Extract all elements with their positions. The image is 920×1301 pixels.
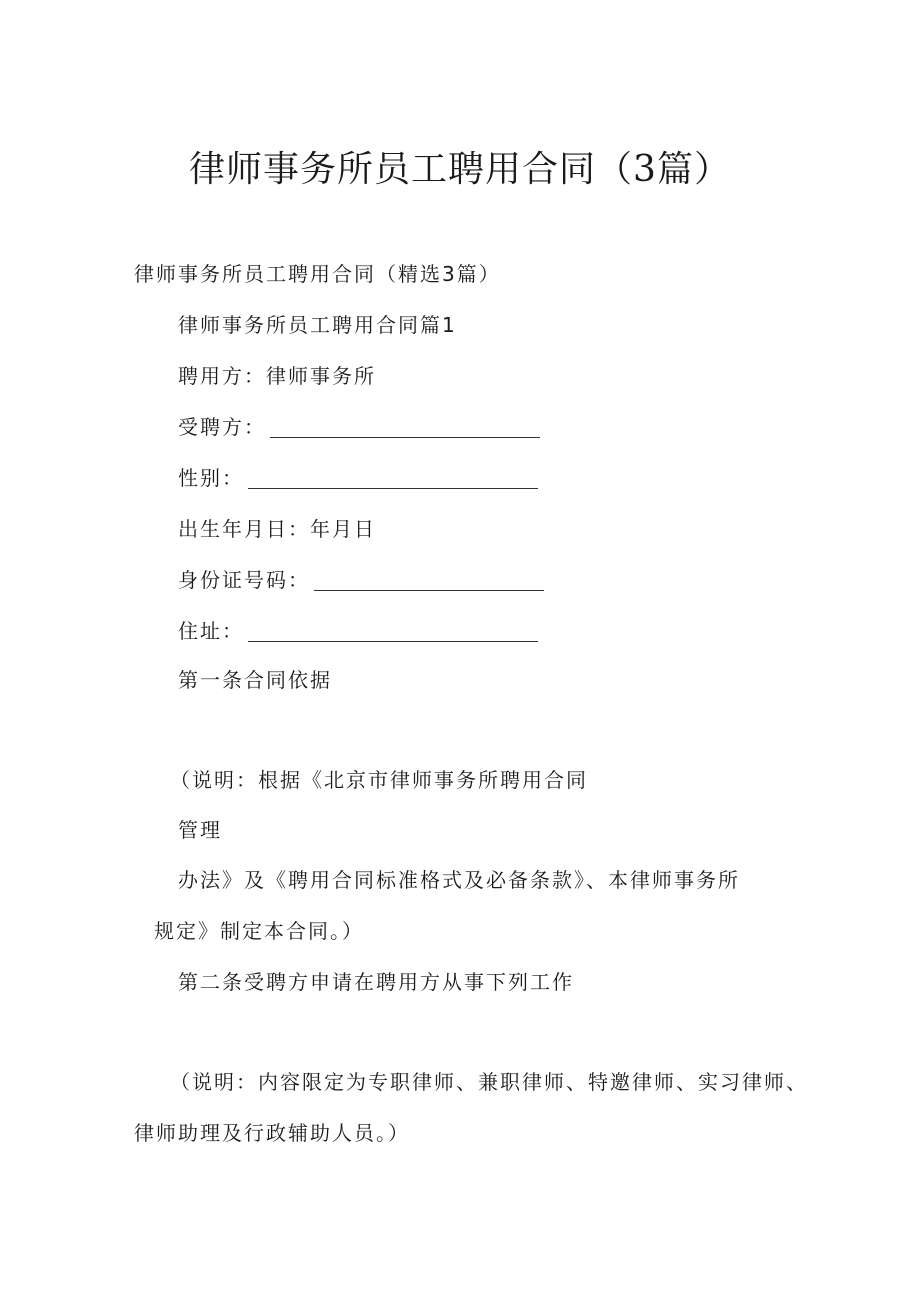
- id-label: 身份证号码：: [178, 568, 310, 592]
- gender-label: 性别：: [178, 466, 244, 490]
- article-1-title: 第一条合同依据: [178, 668, 332, 692]
- section-heading: 律师事务所员工聘用合同篇1: [178, 313, 457, 337]
- address-label: 住址：: [178, 619, 244, 643]
- intro-line: 律师事务所员工聘用合同（精选3篇）: [134, 262, 501, 286]
- article-2-title: 第二条受聘方申请在聘用方从事下列工作: [178, 970, 574, 994]
- note-1-line-1: （说明：根据《北京市律师事务所聘用合同: [170, 768, 588, 792]
- note-2-line-1: （说明：内容限定为专职律师、兼职律师、特邀律师、实习律师、: [170, 1070, 808, 1094]
- employer-line: 聘用方：律师事务所: [178, 364, 376, 388]
- id-field: [178, 568, 544, 592]
- id-blank: [314, 572, 544, 591]
- birth-line: 出生年月日：年月日: [178, 517, 376, 541]
- employee-blank: [270, 419, 540, 438]
- note-1-line-2: 管理: [178, 818, 222, 842]
- gender-field: [178, 466, 538, 490]
- document-title: 律师事务所员工聘用合同（3篇）: [189, 149, 731, 190]
- gender-blank: [248, 470, 538, 489]
- note-1-line-4: 规定》制定本合同。）: [154, 919, 364, 943]
- employee-label: 受聘方：: [178, 415, 266, 439]
- address-blank: [248, 623, 538, 642]
- address-field: [178, 619, 538, 643]
- employee-field: [178, 415, 540, 439]
- note-2-line-2: 律师助理及行政辅助人员。）: [134, 1121, 410, 1145]
- note-1-line-3: 办法》及《聘用合同标准格式及必备条款》、本律师事务所: [178, 868, 740, 892]
